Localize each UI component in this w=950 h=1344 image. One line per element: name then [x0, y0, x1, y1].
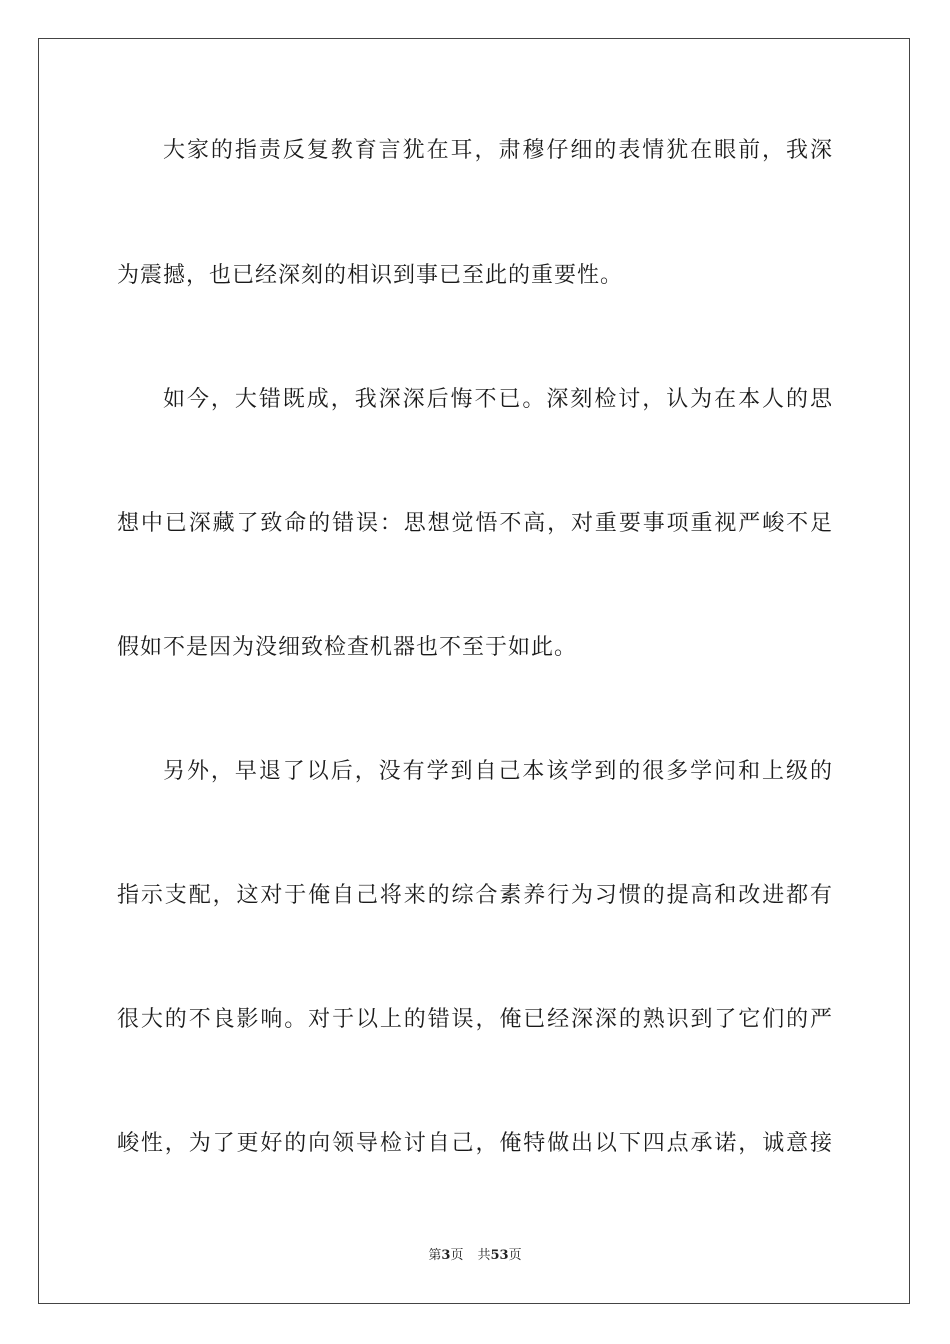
paragraph-3-line-3: 很大的不良影响。对于以上的错误，俺已经深深的熟识到了它们的严 — [117, 1007, 833, 1032]
paragraph-1-line-1: 大家的指责反复教育言犹在耳，肃穆仔细的表情犹在眼前，我深 — [163, 138, 833, 163]
paragraph-3-line-4: 峻性，为了更好的向领导检讨自己，俺特做出以下四点承诺，诚意接 — [117, 1131, 833, 1156]
paragraph-3-line-1: 另外，早退了以后，没有学到自己本该学到的很多学问和上级的 — [163, 759, 833, 784]
paragraph-2-line-2: 想中已深藏了致命的错误：思想觉悟不高，对重要事项重视严峻不足 — [117, 511, 833, 536]
total-label-prefix: 共 — [477, 1248, 491, 1263]
paragraph-3-line-2: 指示支配，这对于俺自己将来的综合素养行为习惯的提高和改进都有 — [117, 883, 833, 908]
paragraph-2-line-3: 假如不是因为没细致检查机器也不至于如此。 — [117, 635, 578, 660]
page-label-prefix: 第 — [428, 1248, 442, 1263]
page-footer — [0, 1248, 950, 1264]
paragraph-1-line-2: 为震撼，也已经深刻的相识到事已至此的重要性。 — [117, 263, 624, 288]
total-pages: 53 — [490, 1248, 509, 1263]
page-label-suffix: 页 — [450, 1248, 464, 1263]
page-number: 3 — [441, 1248, 451, 1263]
paragraph-2-line-1: 如今，大错既成，我深深后悔不已。深刻检讨，认为在本人的思 — [163, 387, 833, 412]
page-border — [38, 38, 910, 1304]
total-label-suffix: 页 — [508, 1248, 522, 1263]
